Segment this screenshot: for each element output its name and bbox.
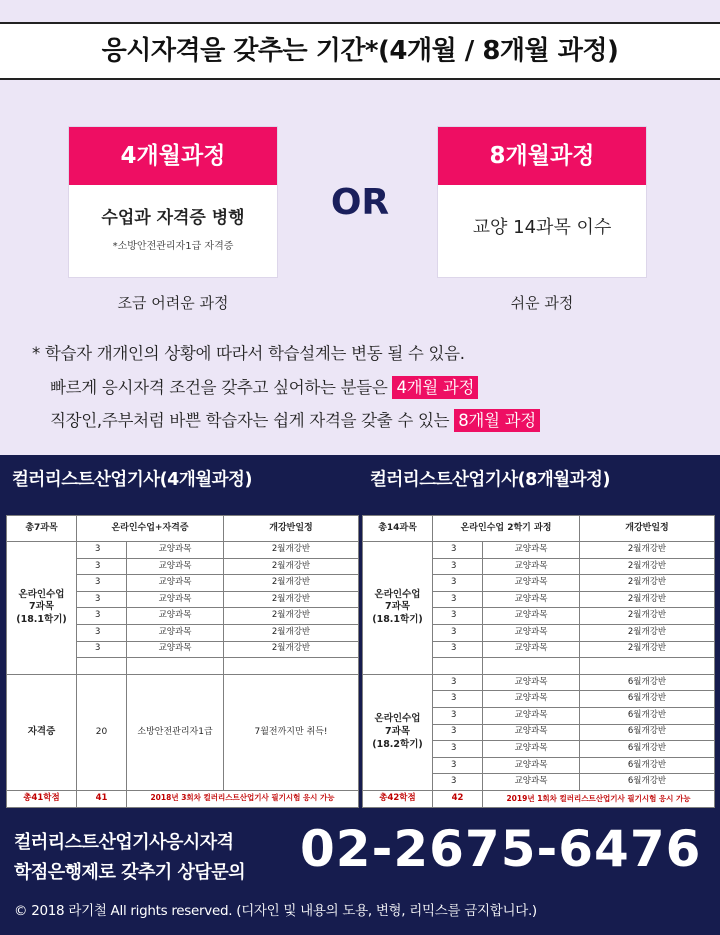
credit-cell: 3 bbox=[433, 575, 483, 592]
schedule-cell: 2월개강반 bbox=[580, 558, 715, 575]
note-line-1: * 학습자 개개인의 상황에 따라서 학습설계는 변동 될 수 있음. bbox=[32, 344, 465, 363]
header-schedule: 개강반일정 bbox=[224, 516, 359, 542]
copyright-notice: © 2018 라기철 All rights reserved. (디자인 및 내용의 도용, 변형, 리믹스를 금지합니다.) bbox=[14, 903, 537, 919]
total-label: 총41학점 bbox=[7, 790, 77, 807]
eight-month-table-title: 컬러리스트산업기사(8개월과정) bbox=[370, 470, 610, 490]
certificate-credit: 20 bbox=[77, 674, 127, 790]
subject-cell: 교양과목 bbox=[483, 674, 580, 691]
subject-cell: 교양과목 bbox=[483, 575, 580, 592]
four-month-course-sub: *소방안전관리자1급 자격증 bbox=[112, 241, 234, 252]
credit-cell: 3 bbox=[433, 591, 483, 608]
schedule-cell: 6월개강반 bbox=[580, 741, 715, 758]
credit-cell: 3 bbox=[433, 542, 483, 559]
subject-cell: 교양과목 bbox=[483, 774, 580, 791]
schedule-cell: 6월개강반 bbox=[580, 674, 715, 691]
total-row bbox=[7, 790, 359, 807]
credit-cell: 3 bbox=[77, 575, 127, 592]
table-row bbox=[7, 542, 359, 559]
table-header-row bbox=[363, 516, 715, 542]
header-total-subjects: 총14과목 bbox=[363, 516, 433, 542]
note-line-3-text: 직장인,주부처럼 바쁜 학습자는 쉽게 자격을 갖출 수 있는 bbox=[50, 411, 450, 430]
subject-cell: 교양과목 bbox=[127, 608, 224, 625]
total-note: 2018년 3회차 컬러리스트산업기사 필기시험 응시 가능 bbox=[127, 790, 359, 807]
header-total-subjects: 총7과목 bbox=[7, 516, 77, 542]
total-credit: 42 bbox=[433, 790, 483, 807]
subject-cell: 교양과목 bbox=[483, 741, 580, 758]
subject-cell: 교양과목 bbox=[483, 608, 580, 625]
credit-cell: 3 bbox=[433, 608, 483, 625]
four-month-curriculum-table bbox=[6, 515, 359, 808]
phone-number: 02-2675-6476 bbox=[300, 820, 702, 878]
or-separator: OR bbox=[330, 182, 390, 223]
header-course-type: 온라인수업 2학기 과정 bbox=[433, 516, 580, 542]
subject-cell: 교양과목 bbox=[483, 757, 580, 774]
credit-cell: 3 bbox=[77, 641, 127, 658]
subject-cell: 교양과목 bbox=[127, 624, 224, 641]
credit-cell: 3 bbox=[77, 591, 127, 608]
four-month-course-main: 수업과 자격증 병행 bbox=[101, 208, 245, 228]
credit-cell: 3 bbox=[433, 707, 483, 724]
certificate-schedule: 7월전까지만 취득! bbox=[224, 674, 359, 790]
credit-cell: 3 bbox=[433, 757, 483, 774]
subject-cell: 교양과목 bbox=[483, 691, 580, 708]
four-month-table-title: 컬러리스트산업기사(4개월과정) bbox=[12, 470, 252, 490]
schedule-cell: 6월개강반 bbox=[580, 724, 715, 741]
four-month-course-label: 4개월과정 bbox=[69, 127, 277, 185]
total-credit: 41 bbox=[77, 790, 127, 807]
schedule-cell: 2월개강반 bbox=[580, 591, 715, 608]
total-note: 2019년 1회차 컬러리스트산업기사 필기시험 응시 가능 bbox=[483, 790, 715, 807]
semester-2-label: 온라인수업 7과목 (18.2학기) bbox=[363, 674, 433, 790]
credit-cell: 3 bbox=[433, 674, 483, 691]
credit-cell: 3 bbox=[77, 542, 127, 559]
subject-cell: 교양과목 bbox=[127, 558, 224, 575]
note-line-2 bbox=[50, 374, 478, 398]
credit-cell: 3 bbox=[77, 624, 127, 641]
schedule-cell: 6월개강반 bbox=[580, 757, 715, 774]
credit-cell: 3 bbox=[433, 774, 483, 791]
credit-cell: 3 bbox=[77, 558, 127, 575]
semester-label: 온라인수업 7과목 (18.1학기) bbox=[7, 542, 77, 675]
subject-cell: 교양과목 bbox=[127, 575, 224, 592]
subject-cell: 교양과목 bbox=[483, 724, 580, 741]
credit-cell: 3 bbox=[433, 724, 483, 741]
four-month-course-card bbox=[69, 127, 277, 277]
eight-month-course-label: 8개월과정 bbox=[438, 127, 646, 185]
eight-month-curriculum-table bbox=[362, 515, 715, 808]
eight-month-caption: 쉬운 과정 bbox=[510, 294, 574, 312]
page-title: 응시자격을 갖추는 기간*(4개월 / 8개월 과정) bbox=[0, 22, 720, 80]
footer-line-1: 컬러리스트산업기사응시자격 bbox=[14, 832, 234, 853]
credit-cell: 3 bbox=[433, 624, 483, 641]
table-header-row bbox=[7, 516, 359, 542]
credit-cell: 3 bbox=[433, 558, 483, 575]
note-line-3-highlight: 8개월 과정 bbox=[454, 409, 540, 432]
header-course-type: 온라인수업+자격증 bbox=[77, 516, 224, 542]
footer-line-2: 학점은행제로 갖추기 상담문의 bbox=[14, 862, 246, 883]
note-line-2-text: 빠르게 응시자격 조건을 갖추고 싶어하는 분들은 bbox=[50, 378, 388, 397]
credit-cell: 3 bbox=[433, 691, 483, 708]
certificate-name: 소방안전관리자1급 bbox=[127, 674, 224, 790]
certificate-label: 자격증 bbox=[7, 674, 77, 790]
schedule-cell: 2월개강반 bbox=[224, 542, 359, 559]
four-month-caption: 조금 어려운 과정 bbox=[117, 294, 229, 312]
schedule-cell: 2월개강반 bbox=[580, 624, 715, 641]
note-line-3 bbox=[50, 407, 540, 431]
total-label: 총42학점 bbox=[363, 790, 433, 807]
schedule-cell: 2월개강반 bbox=[580, 641, 715, 658]
schedule-cell: 2월개강반 bbox=[224, 624, 359, 641]
header-schedule: 개강반일정 bbox=[580, 516, 715, 542]
schedule-cell: 2월개강반 bbox=[224, 575, 359, 592]
subject-cell: 교양과목 bbox=[127, 542, 224, 559]
subject-cell: 교양과목 bbox=[483, 641, 580, 658]
eight-month-course-card bbox=[438, 127, 646, 277]
subject-cell: 교양과목 bbox=[483, 591, 580, 608]
subject-cell: 교양과목 bbox=[127, 641, 224, 658]
table-row bbox=[363, 542, 715, 559]
total-row bbox=[363, 790, 715, 807]
subject-cell: 교양과목 bbox=[483, 558, 580, 575]
semester-1-label: 온라인수업 7과목 (18.1학기) bbox=[363, 542, 433, 675]
note-line-2-highlight: 4개월 과정 bbox=[392, 376, 478, 399]
schedule-cell: 2월개강반 bbox=[580, 542, 715, 559]
credit-cell: 3 bbox=[433, 641, 483, 658]
schedule-cell: 2월개강반 bbox=[224, 608, 359, 625]
schedule-cell: 6월개강반 bbox=[580, 774, 715, 791]
subject-cell: 교양과목 bbox=[127, 591, 224, 608]
schedule-cell: 2월개강반 bbox=[580, 608, 715, 625]
certificate-row bbox=[7, 674, 359, 790]
schedule-cell: 2월개강반 bbox=[224, 641, 359, 658]
subject-cell: 교양과목 bbox=[483, 542, 580, 559]
subject-cell: 교양과목 bbox=[483, 624, 580, 641]
schedule-cell: 6월개강반 bbox=[580, 691, 715, 708]
subject-cell: 교양과목 bbox=[483, 707, 580, 724]
credit-cell: 3 bbox=[77, 608, 127, 625]
schedule-cell: 6월개강반 bbox=[580, 707, 715, 724]
schedule-cell: 2월개강반 bbox=[580, 575, 715, 592]
credit-cell: 3 bbox=[433, 741, 483, 758]
eight-month-course-main: 교양 14과목 이수 bbox=[472, 217, 612, 238]
schedule-cell: 2월개강반 bbox=[224, 558, 359, 575]
schedule-cell: 2월개강반 bbox=[224, 591, 359, 608]
table-row bbox=[363, 674, 715, 691]
